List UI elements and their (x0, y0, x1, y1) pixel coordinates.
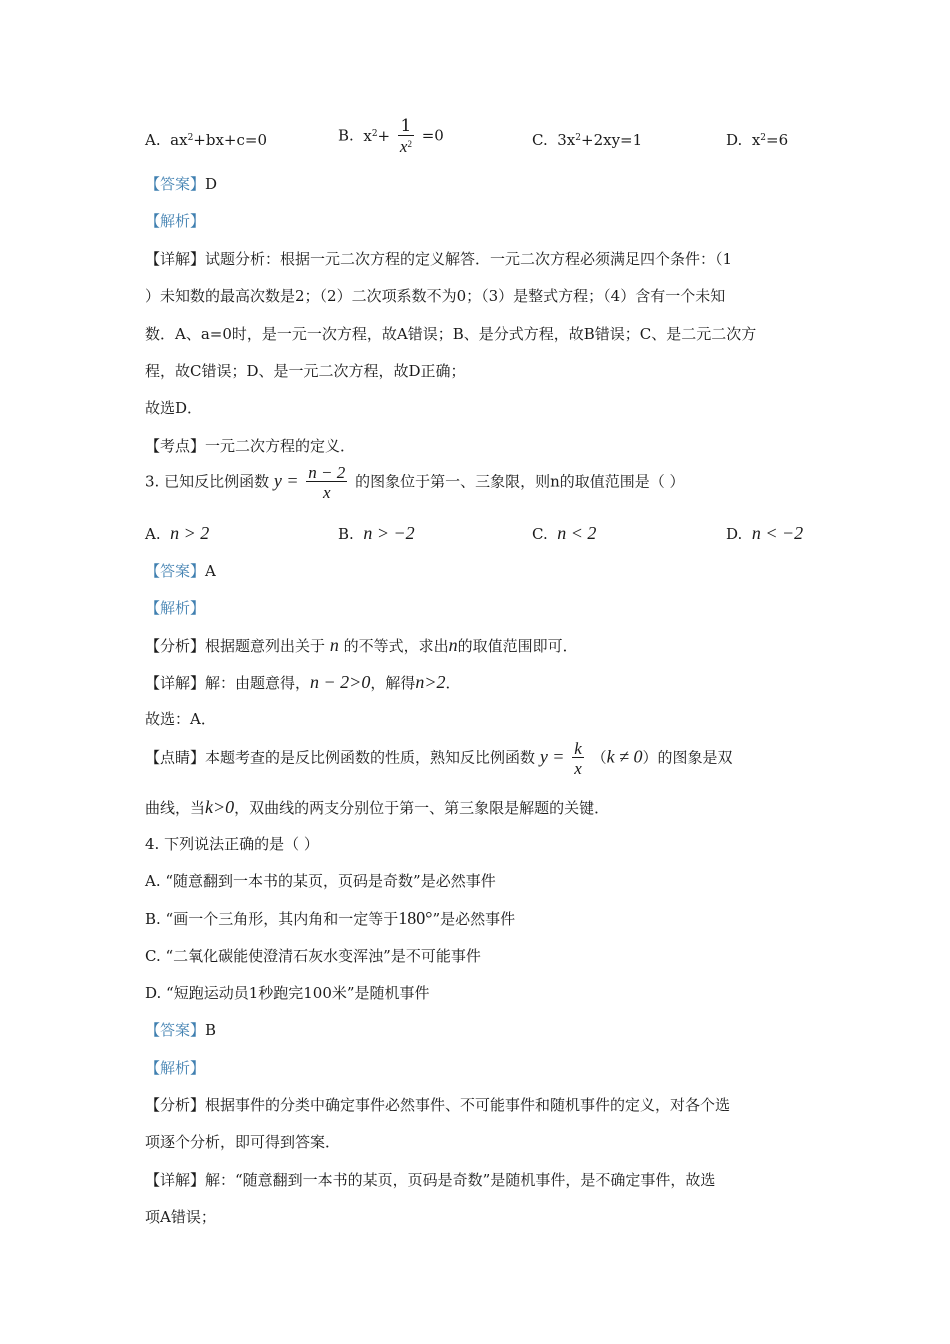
q3-dianjing-fraction: $\frac{k}{x}$ (574, 739, 582, 778)
q4-fenxi-line-2: 项逐个分析，即可得到答案． (145, 1133, 341, 1151)
q4-detail-line-2: 项A错误； (145, 1208, 216, 1226)
q4-stem: 4. 下列说法正确的是（ ） (145, 835, 319, 853)
q2-option-b-fraction: $\frac{1}{x^2}$ (399, 116, 412, 156)
q3-answer: 【答案】A (145, 562, 216, 580)
q3-stem: 3. 已知反比例函数 y = $\frac{n - 2}{x}$ 的图象位于第一、三象限，则n的取值范围是（ ） (145, 463, 685, 502)
q4-option-a: A. “随意翻到一本书的某页，页码是奇数”是必然事件 (145, 872, 496, 890)
q4-option-b: B. “画一个三角形，其内角和一定等于180°”是必然事件 (145, 908, 516, 928)
q3-option-d: D. n < −2 (726, 523, 804, 543)
q2-detail-line-3: 数．A、a=0时，是一元一次方程，故A错误；B、是分式方程，故B错误；C、是二元二次方 (145, 325, 757, 343)
q2-option-b-pre: $x^2+$ (363, 126, 391, 145)
q2-detail-line-4: 程，故C错误；D、是一元二次方程，故D正确； (145, 362, 466, 380)
q3-option-b: B. n > −2 (338, 523, 415, 543)
q2-detail-line-1: 【详解】试题分析：根据一元二次方程的定义解答．一元二次方程必须满足四个条件：（1 (145, 250, 733, 268)
q2-option-b-den: $x^2$ (399, 137, 412, 156)
q4-analysis-tag: 【解析】 (145, 1059, 206, 1077)
q2-option-c: C. $3x^2+2xy=1$ (532, 131, 643, 149)
q4-answer: 【答案】B (145, 1021, 217, 1039)
q3-option-a: A. n > 2 (145, 523, 210, 543)
q2-option-c-text: $3x^2+2xy=1$ (557, 131, 643, 149)
q3-dianjing-line-2: 曲线，当k>0，双曲线的两支分别位于第一、第三象限是解题的关键． (145, 797, 610, 817)
q2-option-d: D. $x^2=6$ (726, 131, 789, 149)
q2-option-b: B. $x^2+$ $\frac{1}{x^2}$ =0 (338, 116, 444, 156)
q2-option-d-text: $x^2=6$ (751, 131, 789, 149)
q3-detail: 【详解】解：由题意得，n − 2>0，解得n>2． (145, 672, 461, 692)
q3-fenxi: 【分析】根据题意列出关于 n 的不等式，求出n的取值范围即可． (145, 635, 578, 655)
q2-answer: 【答案】D (145, 175, 218, 193)
q3-dianjing-line-1: 【点睛】本题考查的是反比例函数的性质，熟知反比例函数 y = $\frac{k}{x}$ （k ≠ 0）的图象是双 (145, 739, 733, 778)
q2-analysis-tag: 【解析】 (145, 212, 206, 230)
q4-detail-line-1: 【详解】解：“随意翻到一本书的某页，页码是奇数”是随机事件，是不确定事件，故选 (145, 1171, 716, 1189)
q4-fenxi-line-1: 【分析】根据事件的分类中确定事件必然事件、不可能事件和随机事件的定义，对各个选 (145, 1096, 731, 1114)
q4-option-c: C. “二氧化碳能使澄清石灰水变浑浊”是不可能事件 (145, 947, 481, 965)
q2-option-a: A. $ax^2+bx+c=0$ (145, 131, 268, 149)
q3-function-fraction: $\frac{n - 2}{x}$ (308, 463, 346, 502)
q4-option-d: D. “短跑运动员1秒跑完100米”是随机事件 (145, 984, 430, 1002)
q3-option-c: C. n < 2 (532, 523, 597, 543)
q3-analysis-tag: 【解析】 (145, 599, 206, 617)
q2-conclusion: 故选D． (145, 399, 203, 417)
q2-point: 【考点】一元二次方程的定义． (145, 437, 356, 455)
q2-detail-line-2: ）未知数的最高次数是2；（2）二次项系数不为0；（3）是整式方程；（4）含有一个未知 (145, 287, 726, 305)
q3-conclusion: 故选：A． (145, 710, 216, 728)
q2-option-a-text: $ax^2+bx+c=0$ (170, 131, 268, 149)
